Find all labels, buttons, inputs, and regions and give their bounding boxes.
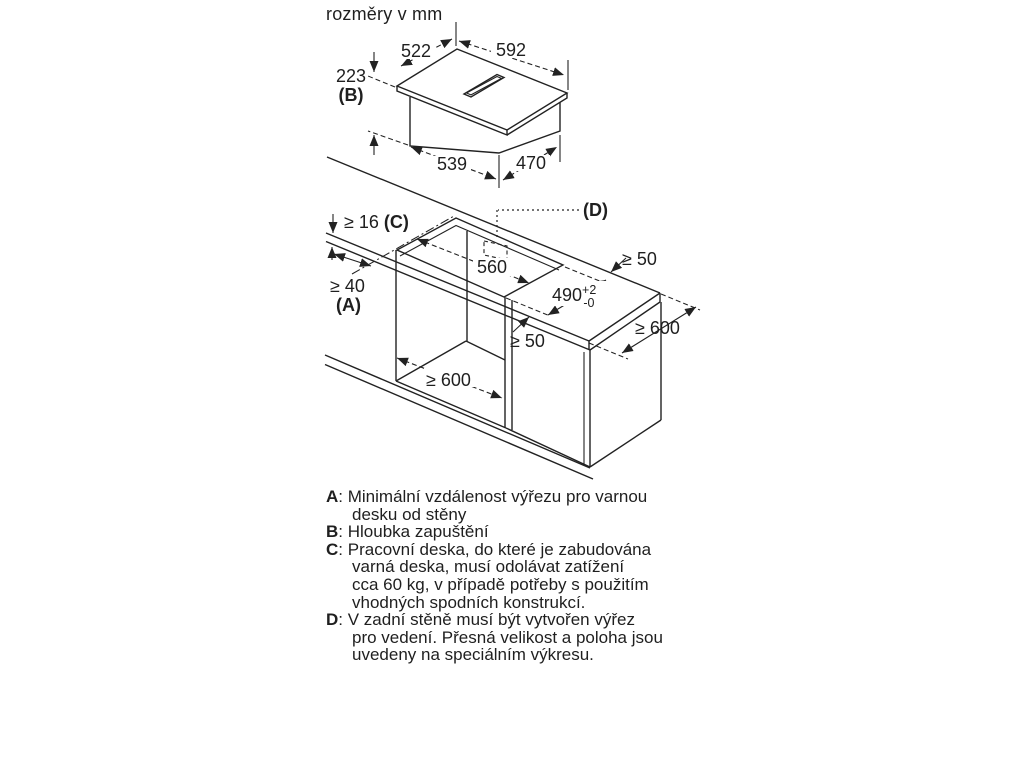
worktop-cabinet-view bbox=[325, 157, 661, 479]
page-title: rozměry v mm bbox=[326, 4, 443, 24]
duct-cutout-label: (D) bbox=[583, 200, 608, 220]
back-clearance-dim: ≥ 50 bbox=[622, 249, 657, 269]
hob-bottom-width-dim: 539 bbox=[436, 154, 468, 174]
front-clearance-dim: ≥ 50 bbox=[510, 331, 545, 351]
hob-dimensions bbox=[336, 22, 568, 188]
legend bbox=[326, 488, 706, 664]
legend-item-a: A: Minimální vzdálenost výřezu pro varnou bbox=[326, 487, 648, 506]
legend-item-b: B: Hloubka zapuštění bbox=[326, 522, 489, 542]
wall-clearance-dim: ≥ 40 bbox=[330, 276, 365, 296]
legend-item-c: C: Pracovní deska, do které je zabudována bbox=[326, 539, 652, 559]
legend-item-c-line3: cca 60 kg, v případě potřeby s použitím bbox=[352, 574, 649, 594]
worktop-dimensions bbox=[330, 200, 700, 398]
vent-slot bbox=[464, 75, 504, 98]
wall-clearance-key-label: (A) bbox=[336, 295, 361, 315]
cutout-width-dim: 560 bbox=[476, 257, 508, 277]
worktop-thickness-dim: ≥ 16 (C) bbox=[344, 212, 409, 232]
legend-item-d: D: V zadní stěně musí být vytvořen výřez bbox=[326, 610, 635, 630]
legend-item-d-line3: uvedeny na speciálním výkresu. bbox=[352, 645, 594, 665]
hob-bottom-depth-dim: 470 bbox=[515, 153, 547, 173]
cabinet-depth-dim: ≥ 600 bbox=[426, 370, 471, 390]
hob-width-dim: 592 bbox=[495, 40, 527, 60]
legend-item-c-line4: vhodných spodních konstrukcí. bbox=[352, 592, 586, 612]
recess-key-label: (B) bbox=[338, 85, 364, 105]
worktop-depth-dim: ≥ 600 bbox=[635, 318, 680, 338]
hob-depth-dim: 522 bbox=[400, 41, 432, 61]
legend-item-d-line2: pro vedení. Přesná velikost a poloha jsou bbox=[352, 627, 663, 647]
hob-isometric-view bbox=[397, 49, 567, 153]
cutout-depth-dim: $490^{+2}$ -0 bbox=[552, 283, 597, 310]
legend-item-c-line2: varná deska, musí odolávat zatížení bbox=[352, 557, 625, 577]
recess-depth-dim: 223 bbox=[335, 66, 367, 86]
legend-item-a-line2: desku od stěny bbox=[352, 504, 467, 524]
